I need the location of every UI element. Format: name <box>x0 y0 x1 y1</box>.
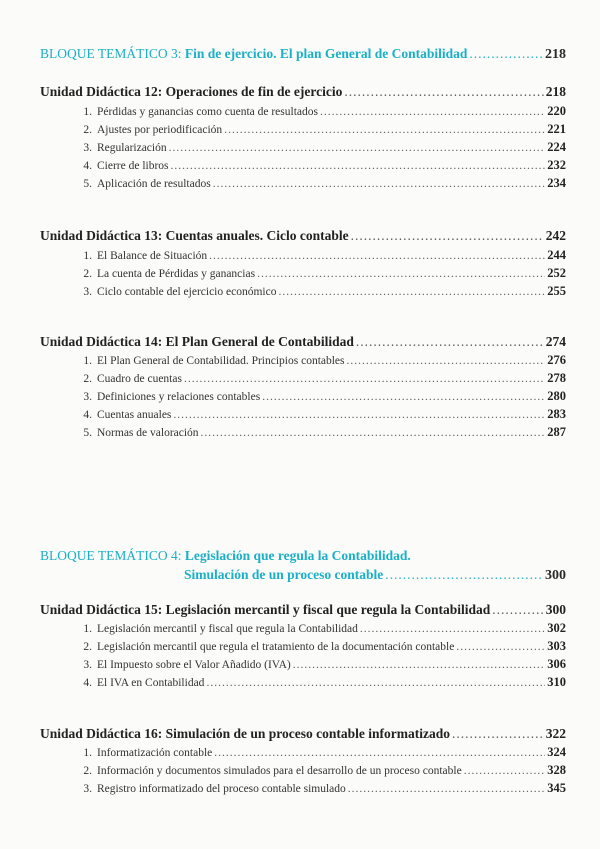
toc-item <box>76 284 566 299</box>
toc-item <box>76 407 566 422</box>
item-title: Cuentas anuales <box>97 409 172 421</box>
toc-item <box>76 140 566 155</box>
bloque-4-label: BLOQUE TEMÁTICO 4: <box>40 548 182 563</box>
item-title: El Balance de Situación <box>97 250 208 262</box>
item-title: Pérdidas y ganancias como cuenta de resultados <box>97 106 318 118</box>
item-title: Ciclo contable del ejercicio económico <box>97 286 277 298</box>
item-number: 3. <box>83 142 92 154</box>
unidad-13-heading <box>40 228 566 244</box>
toc-item <box>76 122 566 137</box>
leader-dots <box>214 747 545 759</box>
item-number: 4. <box>83 409 92 421</box>
item-page: 220 <box>547 104 566 118</box>
bloque-4-name-line2: Simulación de un proceso contable <box>184 567 384 582</box>
item-page: 302 <box>547 621 566 635</box>
toc-item <box>76 266 566 281</box>
item-title: Cuadro de cuentas <box>97 373 182 385</box>
item-number: 3. <box>83 391 92 403</box>
toc-item <box>76 248 566 263</box>
item-number: 3. <box>83 659 92 671</box>
leader-dots <box>173 409 545 421</box>
unidad-16-page: 322 <box>545 726 566 741</box>
item-number: 1. <box>83 623 92 635</box>
leader-dots <box>347 355 546 367</box>
unidad-15-title: Unidad Didáctica 15: Legislación mercantil y fiscal que regula la Contabilidad <box>40 602 491 617</box>
item-title: Legislación mercantil y fiscal que regula la Contabilidad <box>97 623 358 635</box>
item-number: 5. <box>83 178 92 190</box>
item-page: 303 <box>547 639 566 653</box>
leader-dots <box>224 124 545 136</box>
item-title: Informatización contable <box>97 747 213 759</box>
item-page: 306 <box>547 657 566 671</box>
leader-dots <box>184 373 545 385</box>
item-number: 3. <box>83 286 92 298</box>
item-title: El Plan General de Contabilidad. Principios contables <box>97 355 345 367</box>
item-title: Aplicación de resultados <box>97 178 211 190</box>
unidad-14-title: Unidad Didáctica 14: El Plan General de Contabilidad <box>40 334 354 349</box>
leader-dots <box>456 641 545 653</box>
leader-dots <box>348 783 545 795</box>
toc-item <box>76 176 566 191</box>
item-number: 2. <box>83 641 92 653</box>
unidad-14-heading <box>40 334 566 350</box>
leader-dots <box>452 726 544 742</box>
unidad-15-heading <box>40 602 566 618</box>
bloque-4-heading <box>40 548 566 564</box>
item-number: 3. <box>83 783 92 795</box>
toc-item <box>76 639 566 654</box>
item-number: 1. <box>83 747 92 759</box>
unidad-16-title: Unidad Didáctica 16: Simulación de un proceso contable informatizado <box>40 726 451 741</box>
leader-dots <box>278 286 545 298</box>
leader-dots <box>464 765 546 777</box>
item-page: 324 <box>547 745 566 759</box>
item-title: Definiciones y relaciones contables <box>97 391 261 403</box>
item-page: 345 <box>547 781 566 795</box>
unidad-13-page: 242 <box>545 228 566 243</box>
toc-item <box>76 158 566 173</box>
item-page: 283 <box>547 407 566 421</box>
unidad-14-page: 274 <box>545 334 566 349</box>
unidad-13-title: Unidad Didáctica 13: Cuentas anuales. Ciclo contable <box>40 228 349 243</box>
item-page: 310 <box>547 675 566 689</box>
item-page: 278 <box>547 371 566 385</box>
bloque-4-name-line1: Legislación que regula la Contabilidad. <box>184 548 411 563</box>
leader-dots <box>344 84 543 100</box>
item-page: 276 <box>547 353 566 367</box>
item-title: Legislación mercantil que regula el tratamiento de la documentación contable <box>97 641 455 653</box>
leader-dots <box>351 228 544 244</box>
bloque-4-title <box>40 548 411 564</box>
item-page: 221 <box>547 122 566 136</box>
leader-dots <box>262 391 545 403</box>
leader-dots <box>356 334 544 350</box>
bloque-3-label: BLOQUE TEMÁTICO 3: <box>40 46 182 61</box>
item-page: 252 <box>547 266 566 280</box>
toc-item <box>76 763 566 778</box>
leader-dots <box>171 160 546 172</box>
item-page: 234 <box>547 176 566 190</box>
item-number: 1. <box>83 355 92 367</box>
bloque-4-page: 300 <box>545 568 566 583</box>
item-number: 4. <box>83 677 92 689</box>
toc-item <box>76 104 566 119</box>
leader-dots <box>320 106 545 118</box>
item-title: Cierre de libros <box>97 160 169 172</box>
leader-dots <box>257 268 545 280</box>
toc-item <box>76 621 566 636</box>
item-page: 232 <box>547 158 566 172</box>
item-page: 224 <box>547 140 566 154</box>
item-number: 1. <box>83 106 92 118</box>
bloque-3-title <box>40 46 467 62</box>
item-page: 244 <box>547 248 566 262</box>
leader-dots <box>360 623 545 635</box>
item-page: 255 <box>547 284 566 298</box>
leader-dots <box>469 46 543 62</box>
item-title: Normas de valoración <box>97 427 199 439</box>
leader-dots <box>206 677 545 689</box>
item-page: 287 <box>547 425 566 439</box>
unidad-12-page: 218 <box>545 84 566 99</box>
unidad-15-page: 300 <box>545 602 566 617</box>
item-number: 2. <box>83 124 92 136</box>
leader-dots <box>201 427 546 439</box>
bloque-3-name: Fin de ejercicio. El plan General de Contabilidad <box>184 46 468 61</box>
leader-dots <box>492 602 543 618</box>
toc-item <box>76 371 566 386</box>
item-title: El IVA en Contabilidad <box>97 677 205 689</box>
toc-item <box>76 675 566 690</box>
toc-item <box>76 389 566 404</box>
toc-item <box>76 745 566 760</box>
leader-dots <box>293 659 545 671</box>
item-number: 5. <box>83 427 92 439</box>
item-page: 328 <box>547 763 566 777</box>
bloque-3-page: 218 <box>545 47 566 62</box>
item-number: 2. <box>83 765 92 777</box>
toc-item <box>76 781 566 796</box>
item-title: El Impuesto sobre el Valor Añadido (IVA) <box>97 659 291 671</box>
bloque-3-heading <box>40 46 566 63</box>
leader-dots <box>213 178 546 190</box>
item-number: 1. <box>83 250 92 262</box>
toc-item <box>76 353 566 368</box>
item-page: 280 <box>547 389 566 403</box>
item-title: Información y documentos simulados para el desarrollo de un proceso contable <box>97 765 462 777</box>
toc-item <box>76 657 566 672</box>
item-title: Ajustes por periodificación <box>97 124 223 136</box>
unidad-12-title: Unidad Didáctica 12: Operaciones de fin de ejercicio <box>40 84 343 99</box>
item-title: Registro informatizado del proceso contable simulado <box>97 783 346 795</box>
toc-item <box>76 425 566 440</box>
leader-dots <box>169 142 546 154</box>
item-number: 4. <box>83 160 92 172</box>
item-title: La cuenta de Pérdidas y ganancias <box>97 268 256 280</box>
bloque-4-heading-cont <box>184 567 566 584</box>
unidad-12-heading <box>40 84 566 100</box>
item-number: 2. <box>83 268 92 280</box>
leader-dots <box>209 250 545 262</box>
leader-dots <box>385 567 543 583</box>
item-title: Regularización <box>97 142 167 154</box>
item-number: 2. <box>83 373 92 385</box>
unidad-16-heading <box>40 726 566 742</box>
